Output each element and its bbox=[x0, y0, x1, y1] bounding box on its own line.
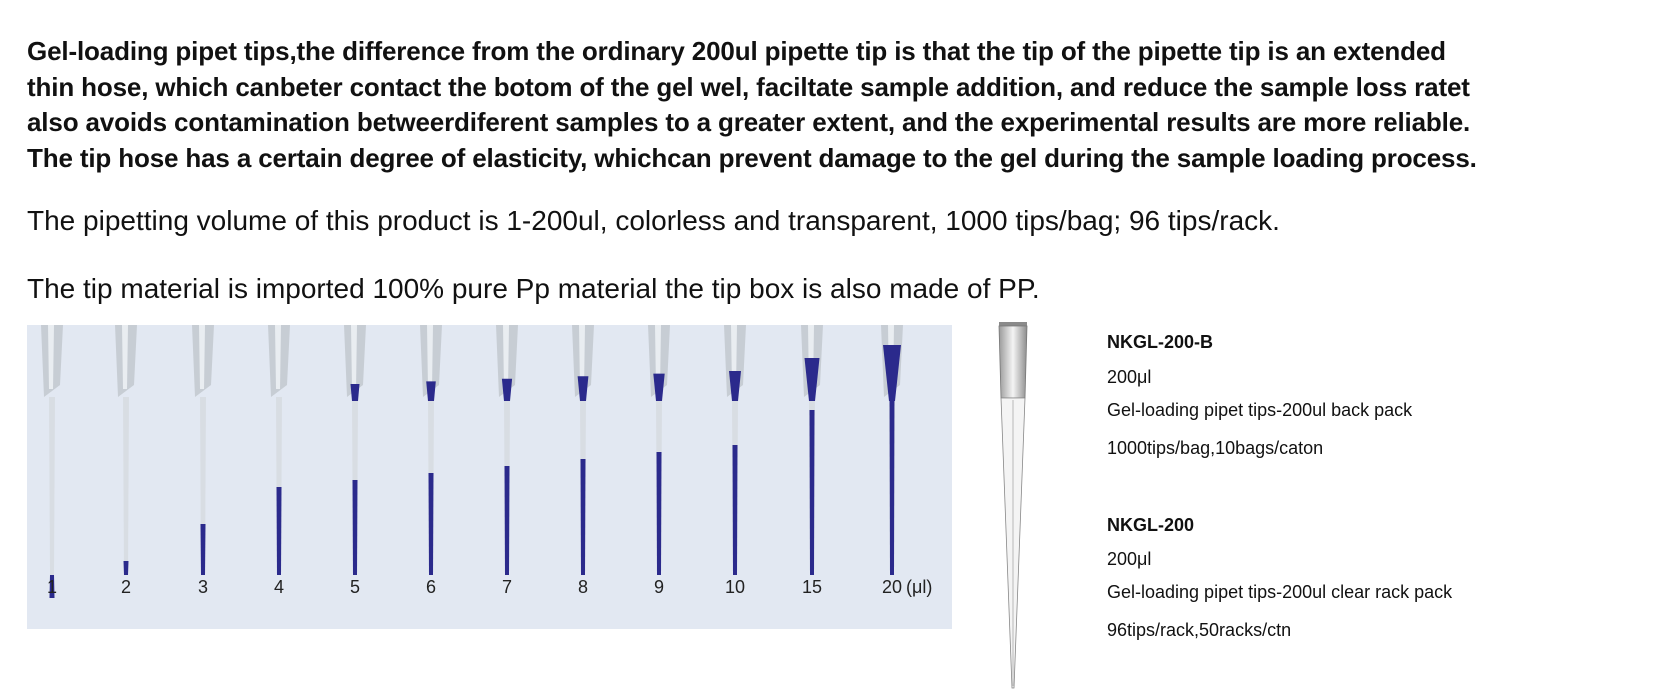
product-volume: 200μl bbox=[1107, 367, 1152, 387]
gel-loading-tip-illustration bbox=[995, 320, 1035, 692]
pipette-tip bbox=[801, 325, 823, 597]
volume-label: 20 bbox=[881, 577, 903, 597]
pipette-tip bbox=[344, 325, 366, 597]
pipette-tip bbox=[420, 325, 442, 597]
product-packing: 96tips/rack,50racks/ctn bbox=[1107, 620, 1292, 640]
pipette-tip bbox=[724, 325, 746, 597]
intro-paragraph bbox=[27, 34, 1667, 176]
intro-line: Gel-loading pipet tips,the difference from the ordinary 200ul pipette tip is that the tip of the pipette tip is an extended bbox=[27, 36, 1446, 66]
product-packing: 1000tips/bag,10bags/caton bbox=[1107, 438, 1324, 458]
volume-label: 6 bbox=[425, 577, 437, 597]
material-statement: The tip material is imported 100% pure Pp material the tip box is also made of PP. bbox=[27, 273, 1040, 304]
pipette-tip bbox=[648, 325, 670, 597]
volume-label: 9 bbox=[653, 577, 665, 597]
pipette-tip bbox=[572, 325, 594, 597]
volume-label: 3 bbox=[197, 577, 209, 597]
intro-line: also avoids contamination betweerdiferent samples to a greater extent, and the experimental results are more reliable. bbox=[27, 107, 1471, 137]
product-description: Gel-loading pipet tips-200ul clear rack pack bbox=[1107, 582, 1453, 602]
volume-label: 1 bbox=[46, 577, 58, 597]
product-code: NKGL-200 bbox=[1107, 515, 1195, 535]
volume-label: 8 bbox=[577, 577, 589, 597]
volume-label: 4 bbox=[273, 577, 285, 597]
pipette-tip bbox=[41, 325, 63, 598]
product-volume: 200μl bbox=[1107, 549, 1152, 569]
volume-label: 15 bbox=[801, 577, 823, 597]
volume-label: 7 bbox=[501, 577, 513, 597]
volume-label: 2 bbox=[120, 577, 132, 597]
intro-line: thin hose, which canbeter contact the botom of the gel wel, faciltate sample addition, and reduce the sample loss ratet bbox=[27, 71, 1470, 102]
product-description: Gel-loading pipet tips-200ul back pack bbox=[1107, 400, 1413, 420]
volume-statement: The pipetting volume of this product is 1-200ul, colorless and transparent, 1000 tips/bag; 96 tips/rack. bbox=[27, 205, 1280, 236]
pipette-tip bbox=[268, 325, 290, 597]
volume-unit-label: (μl) bbox=[906, 577, 933, 597]
pipette-tip bbox=[496, 325, 518, 597]
product-code: NKGL-200-B bbox=[1107, 332, 1214, 352]
tip-fill-demo-panel bbox=[27, 325, 952, 629]
pipette-tip bbox=[192, 325, 214, 597]
tip-fill-demo-image bbox=[27, 325, 952, 629]
volume-label: 10 bbox=[724, 577, 746, 597]
pipette-tip bbox=[115, 325, 137, 597]
intro-line: The tip hose has a certain degree of elasticity, whichcan prevent damage to the gel during the sample loading process. bbox=[27, 142, 1477, 173]
volume-label: 5 bbox=[349, 577, 361, 597]
pipette-tip bbox=[881, 325, 903, 597]
